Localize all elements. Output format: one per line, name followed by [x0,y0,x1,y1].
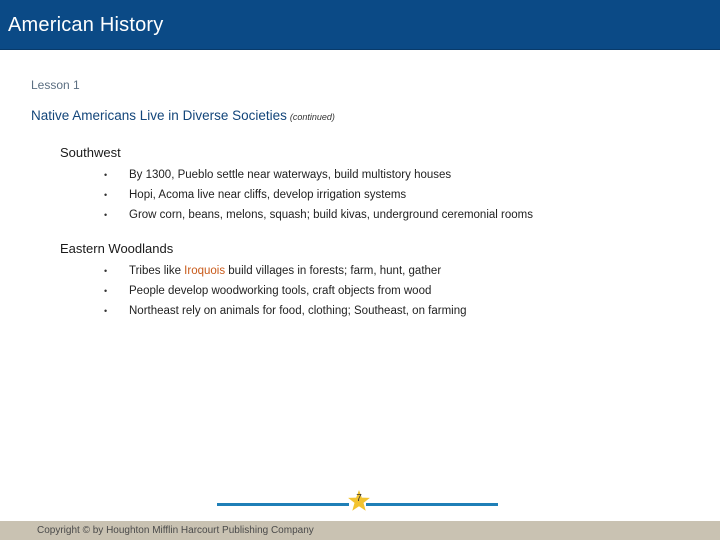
highlighted-term: Iroquois [184,265,226,277]
bullet-text: Grow corn, beans, melons, squash; build kivas, underground ceremonial rooms [129,209,533,221]
slide-title-text: Native Americans Live in Diverse Societies [31,108,287,123]
section-heading: Southwest [60,145,121,160]
footer-bar [0,521,720,540]
list-item [60,281,467,301]
section-eastern-woodlands [60,241,467,321]
copyright-text: Copyright © by Houghton Mifflin Harcourt Publishing Company [37,525,314,536]
bullet-marker: • [104,190,108,200]
bullet-marker: • [104,286,108,296]
bullet-marker: • [104,210,108,220]
course-title: American History [8,14,164,36]
list-item [60,185,533,205]
lesson-label: Lesson 1 [31,78,80,92]
list-item [60,301,467,321]
page-divider-right [366,503,498,506]
list-item [60,261,467,281]
list-item [60,165,533,185]
bullet-marker: • [104,266,108,276]
bullet-marker: • [104,170,108,180]
bullet-list [60,261,467,321]
page-number: 7 [356,493,362,504]
bullet-list [60,165,533,225]
bullet-text-after: build villages in forests; farm, hunt, gather [225,265,442,277]
header-bar [0,0,720,50]
section-southwest [60,145,533,225]
page-divider-left [217,503,349,506]
continued-label: (continued) [289,112,335,122]
bullet-text: By 1300, Pueblo settle near waterways, build multistory houses [129,169,452,181]
bullet-marker: • [104,306,108,316]
bullet-text: Northeast rely on animals for food, clothing; Southeast, on farming [129,305,467,317]
slide-title [31,108,335,123]
section-heading: Eastern Woodlands [60,241,174,256]
bullet-text: People develop woodworking tools, craft objects from wood [129,285,432,297]
bullet-text-before: Tribes like [129,265,185,277]
bullet-text: Hopi, Acoma live near cliffs, develop irrigation systems [129,189,407,201]
list-item [60,205,533,225]
